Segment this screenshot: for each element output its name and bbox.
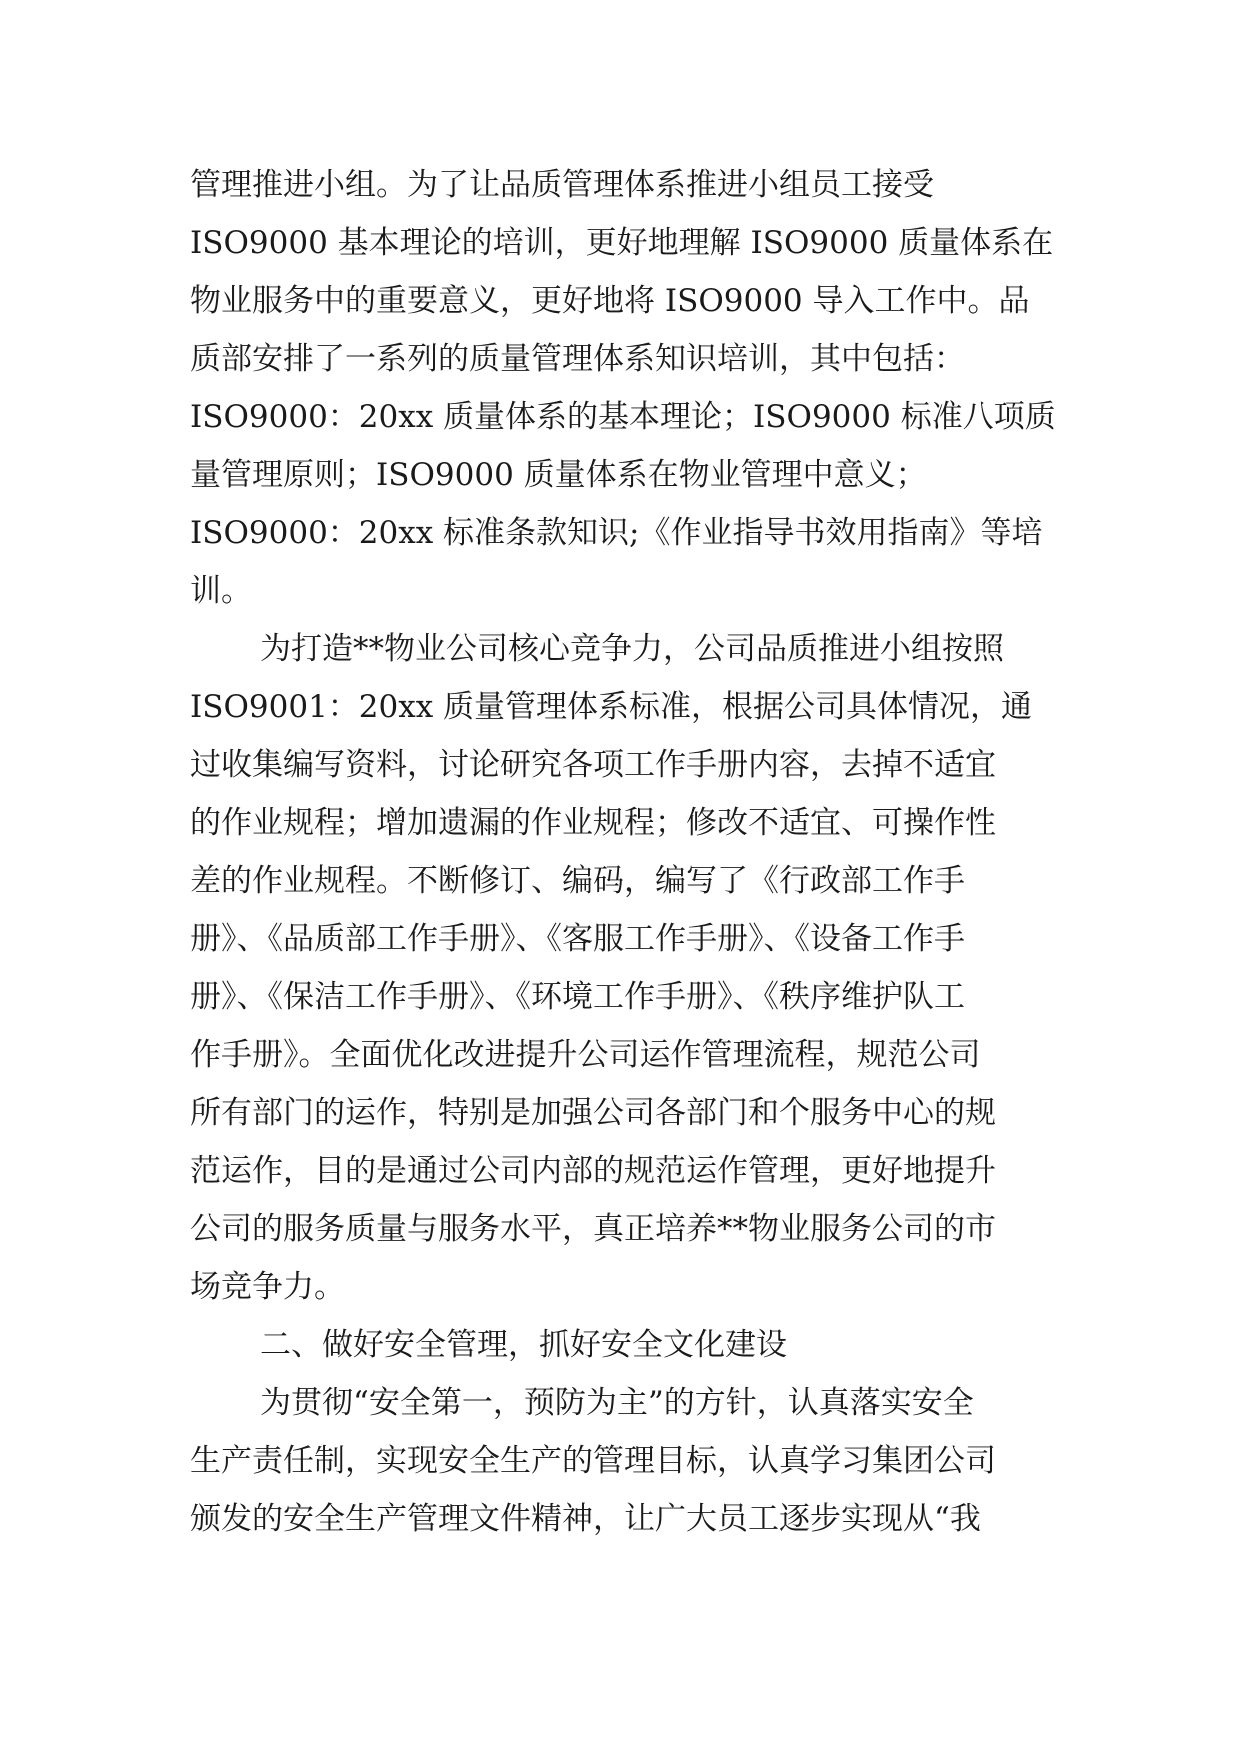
text-line: 范运作，目的是通过公司内部的规范运作管理，更好地提升 (190, 1153, 996, 1189)
text-line: 为打造**物业公司核心竞争力，公司品质推进小组按照 (260, 631, 1004, 667)
text-line: 量管理原则；ISO9000 质量体系在物业管理中意义； (190, 457, 927, 493)
text-line: ISO9000：20xx 标准条款知识;《作业指导书效用指南》等培 (190, 515, 1043, 551)
paragraph-competitiveness (190, 620, 1046, 1316)
text-line: 册》、《品质部工作手册》、《客服工作手册》、《设备工作手 (190, 921, 965, 957)
document-body (190, 156, 1056, 1548)
text-line: 差的作业规程。不断修订、编码，编写了《行政部工作手 (190, 863, 965, 899)
text-line: 物业服务中的重要意义，更好地将 ISO9000 导入工作中。品 (190, 283, 1030, 319)
text-line: 为贯彻“安全第一，预防为主”的方针，认真落实安全 (260, 1385, 974, 1421)
text-line: 的作业规程；增加遗漏的作业规程；修改不适宜、可操作性 (190, 805, 996, 841)
text-line: 管理推进小组。为了让品质管理体系推进小组员工接受 (190, 167, 934, 203)
text-line: ISO9001：20xx 质量管理体系标准，根据公司具体情况，通 (190, 689, 1033, 725)
section-heading: 二、做好安全管理，抓好安全文化建设 (260, 1327, 787, 1363)
text-line: 生产责任制，实现安全生产的管理目标，认真学习集团公司 (190, 1443, 996, 1479)
text-line: 训。 (190, 573, 252, 609)
text-line: 作手册》。全面优化改进提升公司运作管理流程，规范公司 (190, 1037, 981, 1073)
text-line: ISO9000：20xx 质量体系的基本理论；ISO9000 标准八项质 (190, 399, 1056, 435)
text-line: 所有部门的运作，特别是加强公司各部门和个服务中心的规 (190, 1095, 996, 1131)
text-line: 质部安排了一系列的质量管理体系知识培训，其中包括： (190, 341, 965, 377)
text-line: ISO9000 基本理论的培训，更好地理解 ISO9000 质量体系在 (190, 225, 1054, 261)
text-line: 公司的服务质量与服务水平，真正培养**物业服务公司的市 (190, 1211, 996, 1247)
paragraph-iso-training (190, 156, 1056, 620)
text-line: 场竞争力。 (190, 1269, 345, 1305)
text-line: 过收集编写资料，讨论研究各项工作手册内容，去掉不适宜 (190, 747, 996, 783)
paragraph-safety (190, 1374, 1046, 1548)
text-line: 颁发的安全生产管理文件精神，让广大员工逐步实现从“我 (190, 1501, 981, 1537)
text-line: 册》、《保洁工作手册》、《环境工作手册》、《秩序维护队工 (190, 979, 965, 1015)
